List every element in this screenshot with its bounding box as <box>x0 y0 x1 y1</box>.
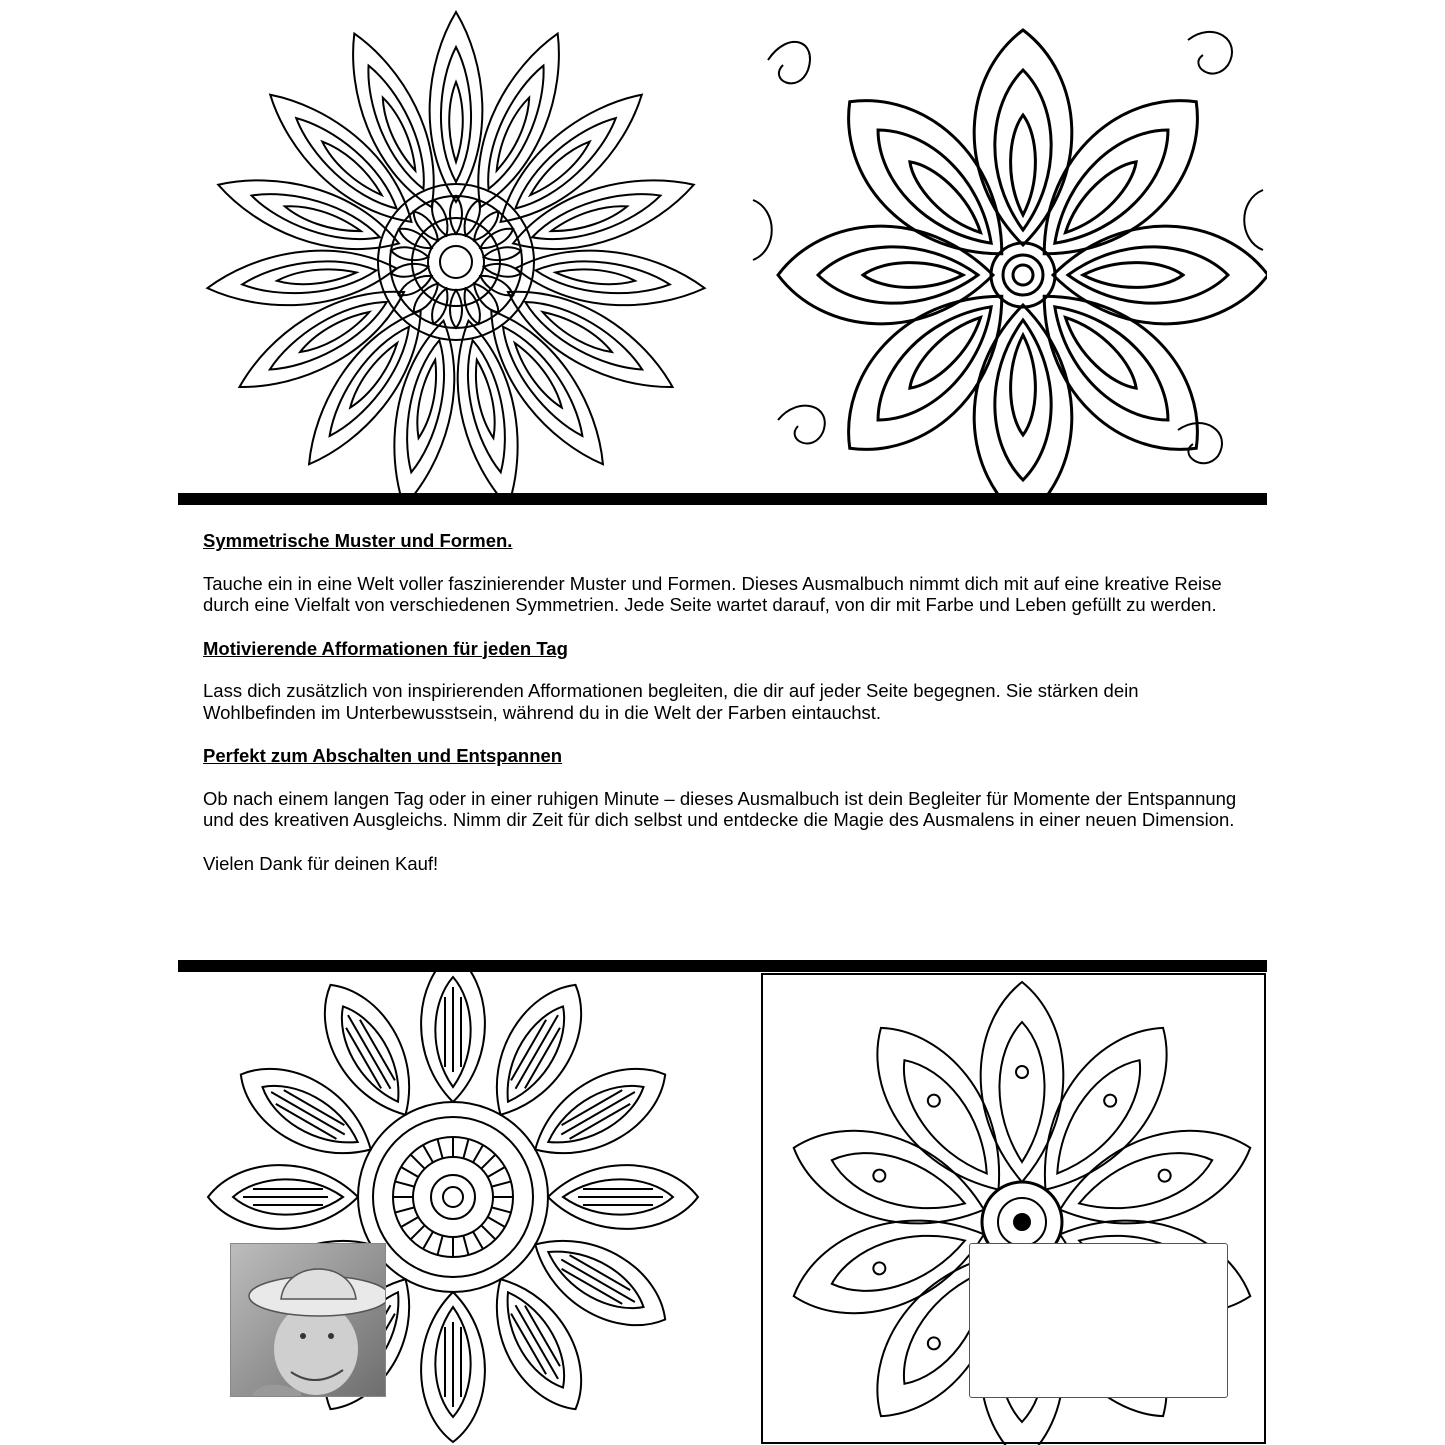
description-text <box>203 530 1248 874</box>
section-heading-2: Motivierende Afformationen für jeden Tag <box>203 637 568 659</box>
author-photo <box>230 1243 386 1397</box>
closing-text: Vielen Dank für deinen Kauf! <box>203 852 439 874</box>
mandala-illustration-top-left <box>178 0 733 493</box>
section-heading-1: Symmetrische Muster und Formen. <box>203 530 513 551</box>
section-heading-3: Perfekt zum Abschalten und Entspannen <box>203 745 563 766</box>
mandala-illustration-top-right <box>748 0 1267 493</box>
divider-bar-bottom <box>178 960 1267 972</box>
divider-bar-top <box>178 493 1267 505</box>
blank-label-box <box>969 1243 1228 1398</box>
section-body-2: Lass dich zusätzlich von inspirierenden Afformationen begleiten, die dir auf jeder Seite begegnen. Sie stärken dein Wohlbefinden im Unterbewusstsein, während du in die Welt der Farben eintauchst. <box>203 680 1139 723</box>
section-body-3: Ob nach einem langen Tag oder in einer ruhigen Minute – dieses Ausmalbuch ist dein Begleiter für Momente der Entspannung und des kreativen Ausgleichs. Nimm dir Zeit für dich selbst und entdecke die Magie des Ausmalens in einer neuen Dimension. <box>203 787 1237 830</box>
section-body-1: Tauche ein in eine Welt voller faszinierender Muster und Formen. Dieses Ausmalbuch nimmt dich mit auf eine kreative Reise durch eine Vielfalt von verschiedenen Symmetrien. Jede Seite wartet darauf, von dir mit Farbe und Leben gefüllt zu werden. <box>203 572 1222 615</box>
